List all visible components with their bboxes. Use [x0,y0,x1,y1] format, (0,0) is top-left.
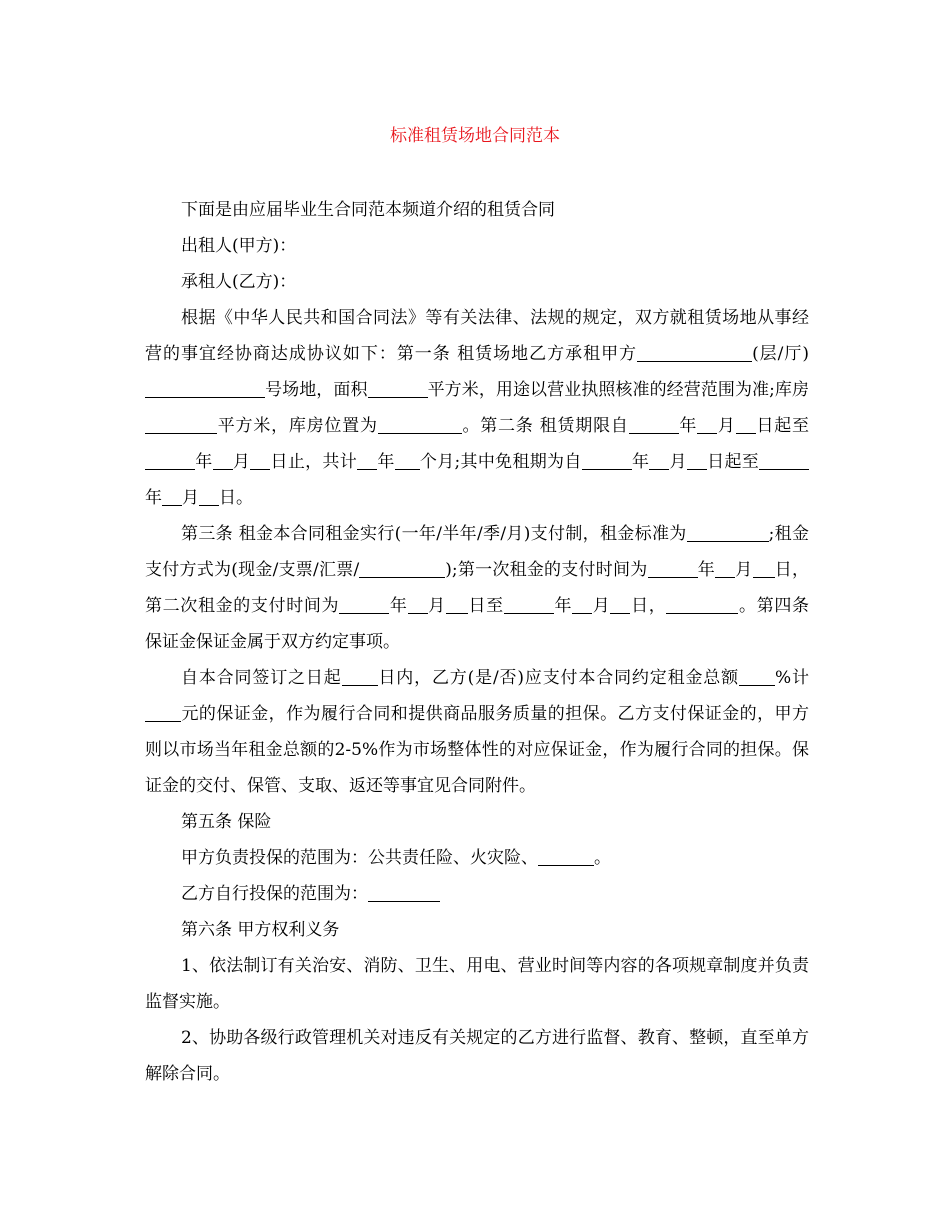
fill-in-blank [368,884,440,902]
fill-in-blank [666,596,738,614]
paragraph-party-b-insurance: 乙方自行投保的范围为： [145,876,809,912]
paragraph-article-3-4: 第三条 租金本合同租金实行(一年/半年/季/月)支付制，租金标准为 ;租金支付方式为(现金/支票/汇票/ );第一次租金的支付时间为 年 月 日，第二次租金的支付时间为 年 月 日至 年 月 日， 。第四条 保证金保证金属于双方约定事项。 [145,524,810,652]
fill-in-blank [759,452,809,470]
fill-in-blank [753,560,775,578]
fill-in-blank [359,560,445,578]
fill-in-blank [378,416,462,434]
fill-in-blank [250,452,270,470]
fill-in-blank [697,416,717,434]
fill-in-blank [736,416,756,434]
fill-in-blank [339,596,389,614]
fill-in-blank [649,452,669,470]
fill-in-blank [145,380,265,398]
paragraph-duty-1: 1、依法制订有关治安、消防、卫生、用电、营业时间等内容的各项规章制度并负责监督实施。 [145,956,809,1012]
fill-in-blank [213,452,233,470]
paragraph-lessee: 承租人(乙方)： [181,272,297,292]
fill-in-blank [637,344,752,362]
fill-in-blank [408,596,428,614]
paragraph-duty-2: 2、协助各级行政管理机关对违反有关规定的乙方进行监督、教育、整顿，直至单方解除合同。 [145,1028,809,1084]
document-title: 标准租赁场地合同范本 [390,126,560,146]
paragraph-deposit: 自本合同签订之日起 日内，乙方(是/否)应支付本合同约定租金总额 %计元的保证金，作为履行合同和提供商品服务质量的担保。乙方支付保证金的，甲方则以市场当年租金总额的2-5%作为市场整体性的对应保证金，作为履行合同的担保。保证金的交付、保管、支取、返还等事宜见合同附件。 [145,668,809,796]
paragraph-party-a-insurance: 甲方负责投保的范围为：公共责任险、火灾险、 。 [181,848,611,868]
document-body [145,192,809,1092]
fill-in-blank [687,524,769,542]
fill-in-blank [715,560,735,578]
fill-in-blank [648,560,698,578]
fill-in-blank [446,596,468,614]
paragraph-lessor: 出租人(甲方)： [181,236,297,256]
fill-in-blank [538,848,594,866]
fill-in-blank [342,668,378,686]
paragraph-intro: 下面是由应届毕业生合同范本频道介绍的租赁合同 [181,200,555,220]
fill-in-blank [199,488,219,506]
fill-in-blank [145,704,181,722]
fill-in-blank [687,452,707,470]
fill-in-blank [162,488,182,506]
fill-in-blank [145,416,217,434]
fill-in-blank [145,452,195,470]
fill-in-blank [357,452,377,470]
fill-in-blank [610,596,630,614]
fill-in-blank [395,452,420,470]
fill-in-blank [629,416,679,434]
paragraph-article-1-2: 根据《中华人民共和国合同法》等有关法律、法规的规定，双方就租赁场地从事经营的事宜经协商达成协议如下：第一条 租赁场地乙方承租甲方 (层/厅)号场地，面积 平方米，用途以营业执照核准的经营范围为准;库房平方米，库房位置为 。第二条 租赁期限自 年 月 日起至年 月 日止，共计 年 个月;其中免租期为自 年 月 日起至年 月 日。 [145,308,810,508]
fill-in-blank [504,596,554,614]
fill-in-blank [739,668,775,686]
fill-in-blank [582,452,632,470]
fill-in-blank [368,380,428,398]
fill-in-blank [572,596,592,614]
paragraph-article-5-heading: 第五条 保险 [181,812,272,832]
paragraph-article-6-heading: 第六条 甲方权利义务 [181,920,340,940]
